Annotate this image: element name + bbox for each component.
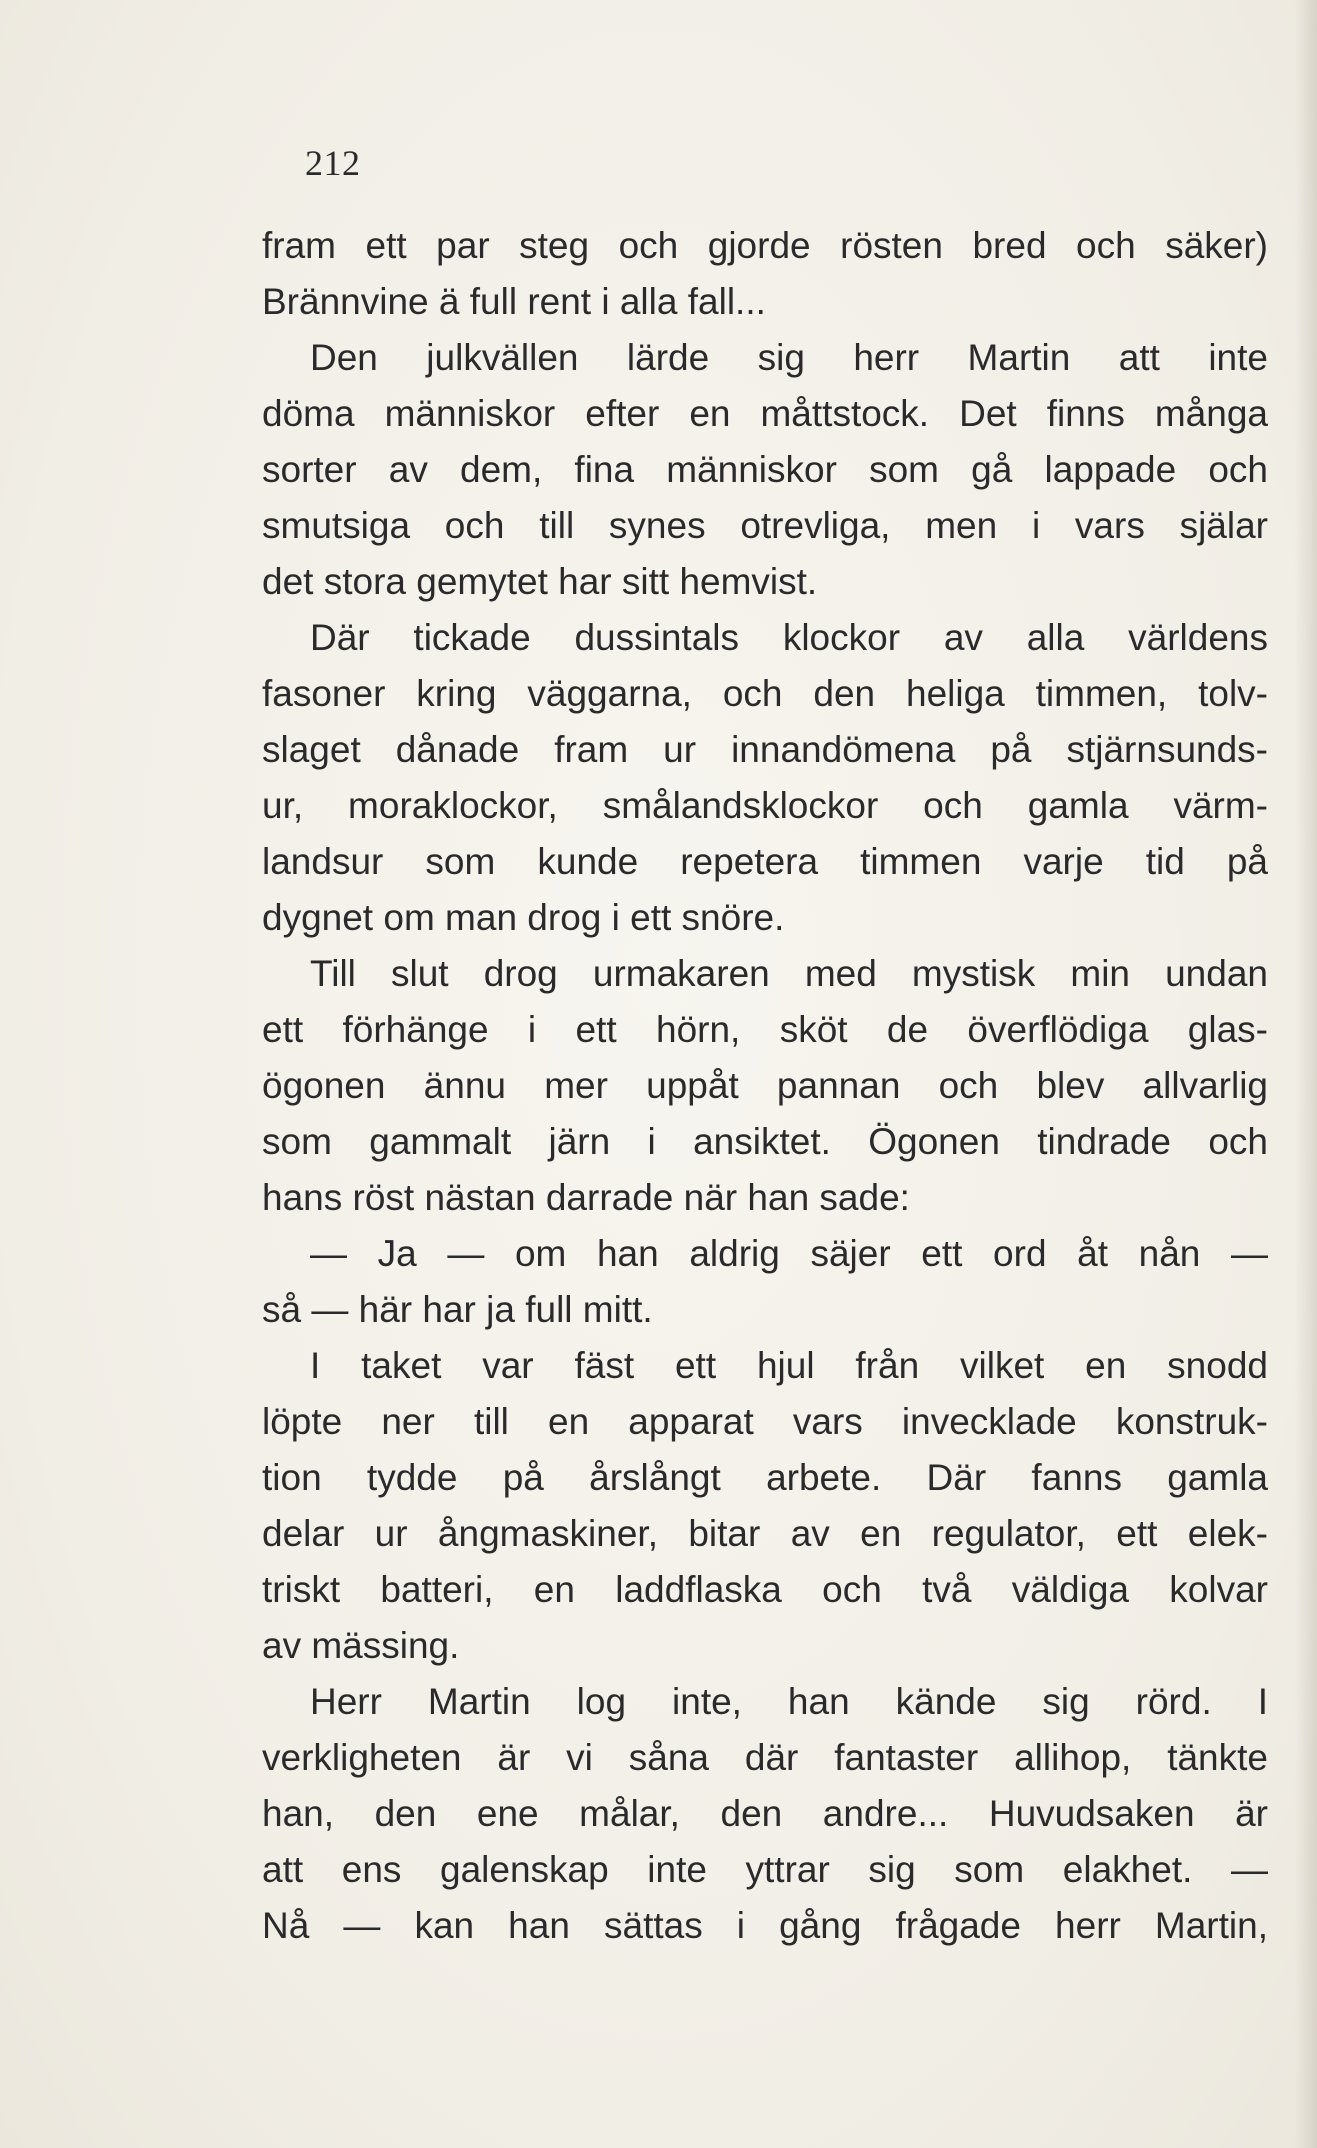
text-line: verkligheten är vi såna där fantaster allihop, tänkte <box>262 1737 1268 1778</box>
text-line: tion tydde på årslångt arbete. Där fanns gamla <box>262 1457 1268 1498</box>
text-line: Den julkvällen lärde sig herr Martin att inte <box>310 337 1268 378</box>
text-line: smutsiga och till synes otrevliga, men i vars själar <box>262 505 1268 546</box>
text-line: ögonen ännu mer uppåt pannan och blev allvarlig <box>262 1065 1268 1106</box>
body-text <box>262 218 1268 1954</box>
text-line: sorter av dem, fina människor som gå lappade och <box>262 449 1268 490</box>
page-edge-shadow <box>1295 0 1317 2148</box>
text-line: som gammalt järn i ansiktet. Ögonen tindrade och <box>262 1121 1268 1162</box>
text-line: han, den ene målar, den andre... Huvudsaken är <box>262 1793 1268 1834</box>
text-line: landsur som kunde repetera timmen varje tid på <box>262 841 1268 882</box>
text-line: att ens galenskap inte yttrar sig som elakhet. — <box>262 1849 1268 1890</box>
text-line: fasoner kring väggarna, och den heliga timmen, tolv- <box>262 673 1268 714</box>
text-line: Brännvine ä full rent i alla fall... <box>262 281 766 322</box>
page-number: 212 <box>305 143 361 183</box>
text-line: det stora gemytet har sitt hemvist. <box>262 561 818 602</box>
text-line: av mässing. <box>262 1625 460 1666</box>
text-line: delar ur ångmaskiner, bitar av en regulator, ett elek- <box>262 1513 1268 1554</box>
text-line: så — här har ja full mitt. <box>262 1289 653 1330</box>
text-line: I taket var fäst ett hjul från vilket en snodd <box>310 1345 1268 1386</box>
text-line: döma människor efter en måttstock. Det finns många <box>262 393 1268 434</box>
text-line: dygnet om man drog i ett snöre. <box>262 897 785 938</box>
text-line: slaget dånade fram ur innandömena på stjärnsunds- <box>262 729 1268 770</box>
text-line: fram ett par steg och gjorde rösten bred och säker) <box>262 225 1268 266</box>
text-line: Där tickade dussintals klockor av alla världens <box>310 617 1268 658</box>
text-line: — Ja — om han aldrig säjer ett ord åt nån — <box>310 1233 1268 1274</box>
text-line: triskt batteri, en laddflaska och två väldiga kolvar <box>262 1569 1268 1610</box>
text-line: ett förhänge i ett hörn, sköt de överflödiga glas- <box>262 1009 1268 1050</box>
text-line: löpte ner till en apparat vars invecklade konstruk- <box>262 1401 1268 1442</box>
text-line: ur, moraklockor, smålandsklockor och gamla värm- <box>262 785 1268 826</box>
text-line: Till slut drog urmakaren med mystisk min undan <box>310 953 1268 994</box>
text-line: hans röst nästan darrade när han sade: <box>262 1177 910 1218</box>
text-line: Nå — kan han sättas i gång frågade herr Martin, <box>262 1905 1268 1946</box>
text-line: Herr Martin log inte, han kände sig rörd. I <box>310 1681 1268 1722</box>
